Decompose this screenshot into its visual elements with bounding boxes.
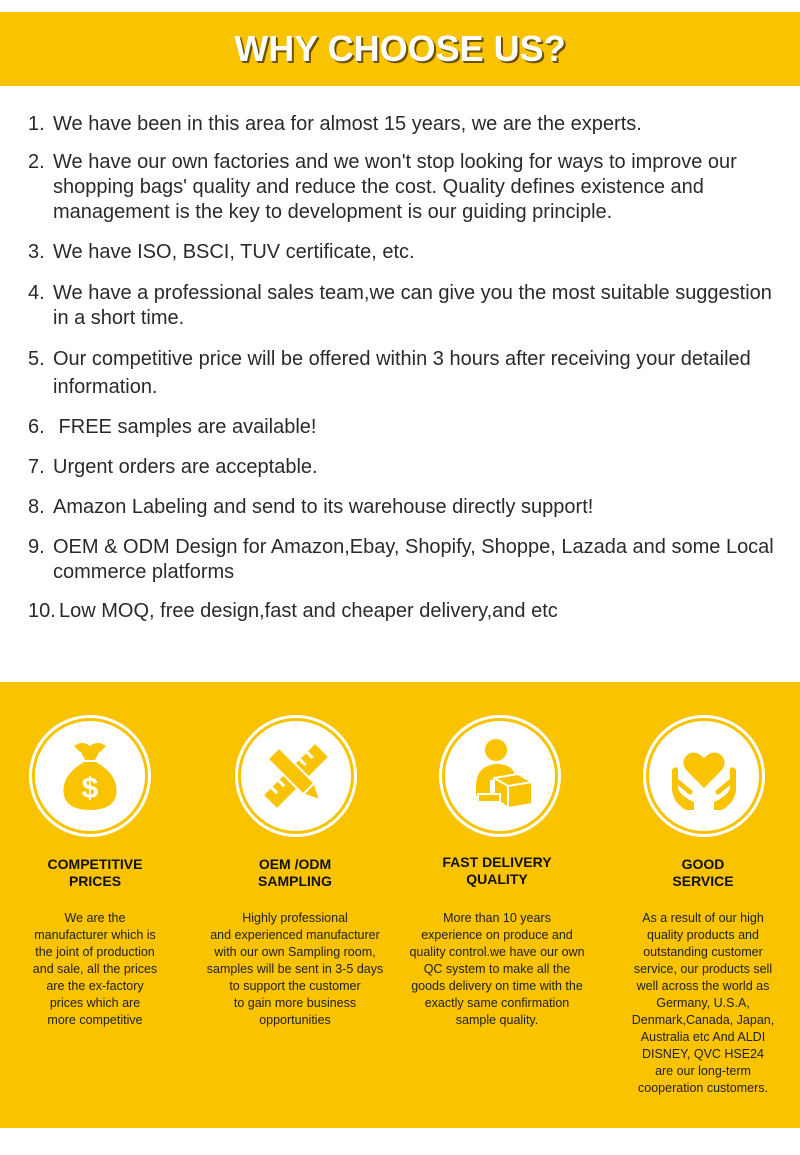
list-item: [28, 535, 788, 585]
list-item-text: Urgent orders are acceptable.: [53, 456, 318, 478]
reasons-list: [28, 112, 788, 624]
feature-desc-line: QC system to make all the: [423, 962, 571, 976]
feature-desc-line: quality control.we have our own: [409, 945, 585, 959]
heart-hands-icon: [664, 736, 744, 816]
feature-title: [402, 854, 592, 888]
feature-desc-line: quality products and: [647, 928, 759, 942]
feature-desc-line: We are the: [64, 911, 126, 925]
header-banner: [0, 12, 800, 86]
feature-desc-line: and experienced manufacturer: [210, 928, 380, 942]
list-item-text: We have our own factories and we won't stop looking for ways to improve our shopping bags' quality and reduce the cost. Quality defines existence and management is the key to development is our guiding principle.: [53, 151, 737, 223]
feature-desc-line: experience on produce and: [421, 928, 573, 942]
list-item: [28, 150, 788, 225]
list-item: [28, 240, 788, 265]
list-item: [28, 112, 788, 137]
feature-title-line: SAMPLING: [258, 873, 332, 889]
feature-desc-line: Highly professional: [242, 911, 348, 925]
pencil-ruler-icon: [256, 736, 336, 816]
money-bag-icon: [50, 736, 130, 816]
feature-title-line: PRICES: [68, 873, 122, 889]
feature-desc-line: more competitive: [47, 1013, 143, 1027]
list-item-number: 1.: [28, 113, 45, 135]
feature-desc-line: As a result of our high: [642, 911, 764, 925]
list-item-number: 8.: [28, 496, 45, 518]
feature-description: [608, 910, 798, 1097]
list-item-text: OEM & ODM Design for Amazon,Ebay, Shopify, Shoppe, Lazada and some Local commerce platforms: [53, 536, 774, 583]
feature-desc-line: goods delivery on time with the: [411, 979, 583, 993]
feature-desc-line: exactly same confirmation: [424, 996, 570, 1010]
list-item: [28, 281, 788, 331]
list-item-text: We have been in this area for almost 15 years, we are the experts.: [53, 113, 642, 135]
list-item-text: We have a professional sales team,we can give you the most suitable suggestion in a short time.: [53, 282, 772, 329]
feature-title-line: SERVICE: [672, 873, 734, 889]
list-item-text: Low MOQ, free design,fast and cheaper delivery,and etc: [59, 600, 558, 622]
feature-desc-line: manufacturer which is: [34, 928, 156, 942]
list-item-number: 5.: [28, 348, 45, 370]
feature-desc-line: Germany, U.S.A,: [656, 996, 750, 1010]
list-item-text: We have ISO, BSCI, TUV certificate, etc.: [53, 241, 415, 263]
list-item-text: Our competitive price will be offered within 3 hours after receiving your detailed information.: [53, 348, 751, 398]
feature-title-line: OEM /ODM: [258, 856, 332, 872]
feature-desc-line: service, our products sell: [633, 962, 773, 976]
feature-desc-line: cooperation customers.: [638, 1081, 768, 1095]
feature-icon-circle: [646, 718, 762, 834]
list-item: [28, 345, 788, 401]
list-item: [28, 495, 788, 520]
feature-description: [200, 910, 390, 1029]
feature-title-line: QUALITY: [466, 871, 528, 887]
features-band: [0, 682, 800, 1128]
list-item: [28, 415, 788, 440]
feature-title-line: GOOD: [681, 856, 725, 872]
feature-icon-circle: [238, 718, 354, 834]
feature-desc-line: to gain more business: [233, 996, 357, 1010]
feature-desc-line: outstanding customer: [643, 945, 763, 959]
list-item-number: 6.: [28, 416, 45, 438]
feature-desc-line: prices which are: [49, 996, 141, 1010]
feature-desc-line: are our long-term: [655, 1064, 751, 1078]
feature-desc-line: sample quality.: [455, 1013, 539, 1027]
feature-desc-line: Australia etc And ALDI: [640, 1030, 766, 1044]
page-title: WHY CHOOSE US?: [234, 28, 566, 69]
list-item: [28, 455, 788, 480]
feature-title: [200, 856, 390, 890]
svg-text:$: $: [81, 772, 99, 805]
list-item-number: 9.: [28, 536, 45, 558]
list-item-number: 10.: [28, 600, 56, 622]
feature-description: [0, 910, 190, 1029]
feature-desc-line: with our own Sampling room,: [214, 945, 376, 959]
feature-desc-line: opportunities: [259, 1013, 331, 1027]
feature-description: [402, 910, 592, 1029]
feature-desc-line: DISNEY, QVC HSE24: [641, 1047, 765, 1061]
feature-title: [608, 856, 798, 890]
list-item-number: 2.: [28, 151, 45, 173]
list-item-number: 4.: [28, 282, 45, 304]
feature-desc-line: and sale, all the prices: [32, 962, 158, 976]
list-item-number: 3.: [28, 241, 45, 263]
list-item-number: 7.: [28, 456, 45, 478]
list-item-text: FREE samples are available!: [53, 416, 317, 438]
feature-title-line: FAST DELIVERY: [442, 854, 552, 870]
feature-desc-line: samples will be sent in 3-5 days: [206, 962, 384, 976]
list-item-text: Amazon Labeling and send to its warehouse directly support!: [53, 496, 594, 518]
list-item: [28, 599, 788, 624]
feature-title: [0, 856, 190, 890]
feature-desc-line: well across the world as: [636, 979, 770, 993]
feature-desc-line: Denmark,Canada, Japan,: [631, 1013, 775, 1027]
feature-icon-circle: [32, 718, 148, 834]
feature-desc-line: More than 10 years: [443, 911, 551, 925]
feature-title-line: COMPETITIVE: [47, 856, 143, 872]
feature-desc-line: to support the customer: [229, 979, 361, 993]
feature-desc-line: are the ex-factory: [46, 979, 144, 993]
delivery-person-icon: [460, 736, 540, 816]
feature-desc-line: the joint of production: [35, 945, 155, 959]
feature-icon-circle: [442, 718, 558, 834]
